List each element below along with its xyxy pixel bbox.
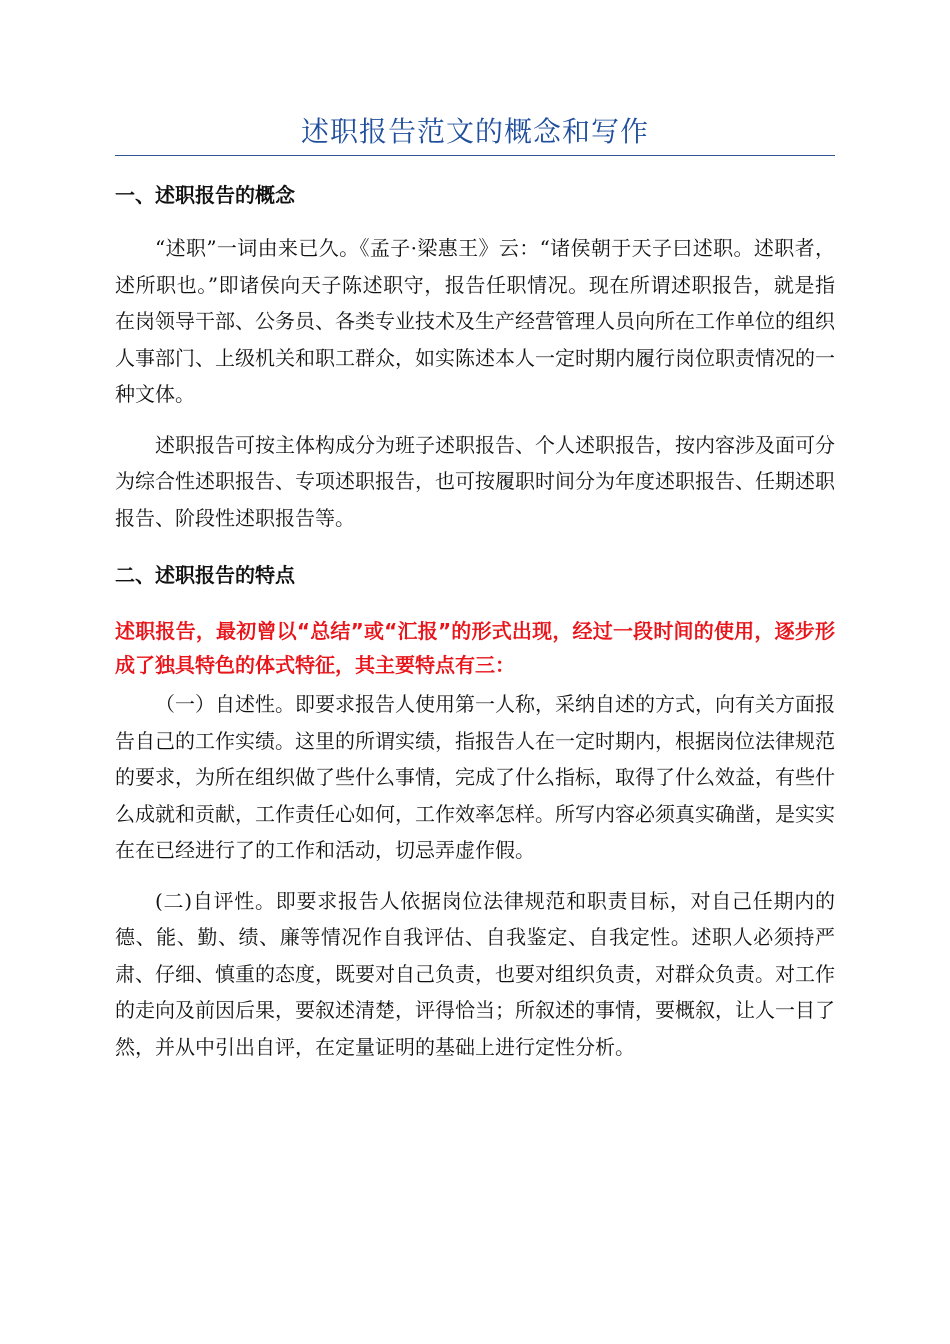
- title-divider: [115, 155, 835, 156]
- section-heading-concept: 一、述职报告的概念: [115, 183, 295, 207]
- paragraph-concept-2: 述职报告可按主体构成分为班子述职报告、个人述职报告，按内容涉及面可分为综合性述职报告、专项述职报告，也可按履职时间分为年度述职报告、任期述职报告、阶段性述职报告等。: [115, 432, 835, 530]
- document-body: [115, 178, 835, 1065]
- paragraph-concept-1: “述职”一词由来已久。《孟子·梁惠王》云：“诸侯朝于天子曰述职。述职者，述所职也。”即诸侯向天子陈述职守，报告任职情况。现在所谓述职报告，就是指在岗领导干部、公务员、各类专业技术及生产经营管理人员向所在工作单位的组织人事部门、上级机关和职工群众，如实陈述本人一定时期内履行岗位职责情况的一种文体。: [115, 236, 835, 406]
- paragraph-feature-1: （一）自述性。即要求报告人使用第一人称，采纳自述的方式，向有关方面报告自己的工作实绩。这里的所谓实绩，指报告人在一定时期内，根据岗位法律规范的要求，为所在组织做了些什么事情，完成了什么指标，取得了什么效益，有些什么成就和贡献，工作责任心如何，工作效率怎样。所写内容必须真实确凿，是实实在在已经进行了的工作和活动，切忌弄虚作假。: [115, 692, 835, 862]
- section-heading-features: 二、述职报告的特点: [115, 563, 295, 587]
- document-title: 述职报告范文的概念和写作: [300, 115, 649, 148]
- paragraph-feature-2: (二)自评性。即要求报告人依据岗位法律规范和职责目标，对自己任期内的德、能、勤、绩、廉等情况作自我评估、自我鉴定、自我定性。述职人必须持严肃、仔细、慎重的态度，既要对自己负责，也要对组织负责，对群众负责。对工作的走向及前因后果，要叙述清楚，评得恰当；所叙述的事情，要概叙，让人一目了然，并从中引出自评，在定量证明的基础上进行定性分析。: [115, 888, 835, 1059]
- highlight-paragraph: 述职报告，最初曾以“总结”或“汇报”的形式出现，经过一段时间的使用，逐步形成了独具特色的体式特征，其主要特点有三：: [115, 619, 835, 677]
